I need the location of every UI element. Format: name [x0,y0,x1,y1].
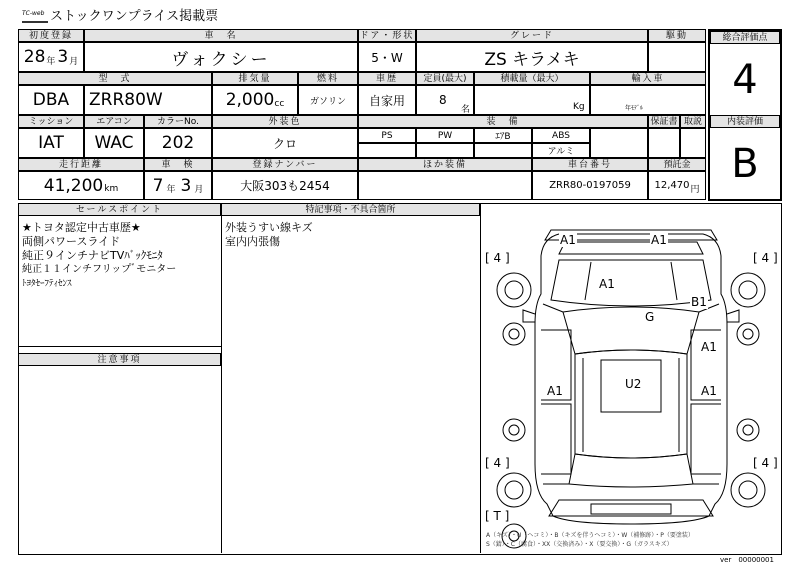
damage-code: A1 [701,384,717,398]
tire-mid-right [737,323,759,345]
grade-value: ZS キラメキ [416,42,648,72]
label-door: ドア・形状 [359,31,415,41]
label-notes: 特記事項・不具合箇所 [221,203,480,216]
capacity-value: 8 [439,93,447,107]
damage-code: A1 [560,233,576,247]
label-color-no: カラーNo. [144,115,212,128]
inspection-month: 3 [180,175,192,196]
sales-point-item: 純正１１インチフリップﾞモニター [22,264,177,275]
other-equip-value [358,171,532,200]
label-caution: 注意事項 [18,353,221,366]
note-item: 室内内張傷 [225,235,280,248]
tire-rear-left [497,473,531,507]
version-text: ver 00000001 [720,556,774,564]
label-manual: 取説 [680,115,706,128]
label-price: 預託金 [648,158,706,171]
label-car-history: 車歴 [358,72,416,85]
windshield [563,307,699,354]
interior-score-value: B [731,141,759,187]
inspection-cell [144,171,212,200]
tire-front-right [731,273,765,307]
plate-value: 大阪303も2454 [212,171,358,200]
logo [22,9,48,23]
label-type: 型 式 [18,72,212,85]
equip-item [416,143,474,158]
equip-item: PW [416,128,474,143]
first-reg-year-unit: 年 [46,56,56,67]
label-chassis: 車台番号 [532,158,648,171]
mission-value: IAT [18,128,84,158]
label-first-reg: 初度登録 [18,29,84,42]
sales-point-list [22,221,218,291]
door-left-rear [541,404,571,474]
tire-label-front-left: [ 4 ] [485,251,510,265]
model-value: ZRR80W [84,85,212,115]
label-other-equip: ほか装備 [358,158,532,171]
door-value: 5・W [358,42,416,72]
damage-code: B1 [691,295,707,309]
label-load: 積載量（最大） [474,72,590,85]
color-no-value: 202 [144,128,212,158]
caution-top-line [18,346,222,347]
document-title: ストックワンプライス掲載票 [50,9,219,24]
first-reg-year: 28 [23,47,46,67]
tire-label-front-right: [ 4 ] [753,251,778,265]
warranty-value [648,128,680,158]
label-ext-color: 外装色 [212,115,358,128]
door-right-rear [691,404,721,474]
damage-code: U2 [625,377,642,391]
fuel-value: ガソリン [298,85,358,115]
label-warranty: 保証書 [648,115,680,128]
first-reg-month-unit: 月 [69,56,79,67]
label-mission: ミッション [18,115,84,128]
equip-item: アルミ [532,143,590,158]
inspection-year: 7 [152,175,164,196]
load-cell [474,85,590,115]
mileage-value: 41,200 [43,175,104,196]
tire-label-rear-left: [ 4 ] [485,456,510,470]
price-value: 12,470 [654,180,690,191]
label-sales-point: セールスポイント [18,203,221,216]
note-item: 外装うすい線キズ [225,221,313,234]
load-unit: Kg [573,102,585,112]
price-unit: 円 [690,185,700,195]
inspection-month-unit: 月 [194,185,204,195]
first-reg-month: 3 [57,47,69,67]
damage-code: A1 [701,340,717,354]
label-displacement: 排気量 [212,72,298,85]
equip-item: ｴｱB [474,128,532,143]
label-capacity: 定員(最大) [416,72,474,85]
import-note: 年ﾓﾃﾞﾙ [625,105,644,112]
tire-rear-right [731,473,765,507]
mirror-left [523,310,535,322]
sales-point-item: ﾄﾖﾀｾｰﾌﾃｨｾﾝｽ [22,279,72,289]
hood [551,260,711,306]
equip-item: ABS [532,128,590,143]
label-inspection: 車 検 [144,158,212,171]
roof [575,350,687,458]
legend-line: S（錆）・C（腐食）・XX（交換済み）・X（要交換）・G（ガラスキズ） [486,541,673,548]
manual-value [680,128,706,158]
logo-text: TC-web [22,10,45,17]
sales-point-item: ★トヨタ認定中古車歴★ [22,221,141,234]
displacement-unit: cc [274,99,285,109]
label-import: 輸入車 [590,72,706,85]
tire-mid-rear-left [503,419,525,441]
label-interior-score: 内装評価 [710,115,780,128]
equip-item [358,143,416,158]
damage-code: A1 [547,384,563,398]
equip-item [474,143,532,158]
sales-point-item: 純正９インチナビTVﾊﾞｯｸﾓﾆﾀ [22,249,163,262]
equip-spacer [590,128,648,158]
displacement-cell [212,85,298,115]
tire-mid-rear-right [737,419,759,441]
label-mileage: 走行距離 [18,158,144,171]
mileage-cell [18,171,144,200]
label-fuel: 燃料 [298,72,358,85]
ext-color-value: クロ [212,128,358,158]
price-cell [648,171,706,200]
rear-plate-area [591,504,671,514]
total-score-value: 4 [732,56,758,103]
label-plate: 登録ナンバー [212,158,358,171]
sales-point-border [221,203,222,553]
label-equipment: 装 備 [358,115,648,128]
car-history-value: 自家用 [358,85,416,115]
tire-label-rear-right: [ 4 ] [753,456,778,470]
front-bumper [559,242,703,254]
label-total-score: 総合評価点 [710,31,780,44]
car-name-value: ヴォクシー [84,42,358,72]
capacity-cell [416,85,474,115]
sales-point-item: 両側パワースライド [22,235,121,248]
type-prefix-value: DBA [18,85,84,115]
import-cell [590,85,706,115]
capacity-unit: 名 [461,105,471,115]
damage-code: G [645,310,655,324]
displacement-value: 2,000 [225,90,275,110]
first-reg-cell [18,42,84,72]
label-car-name: 車 名 [84,29,358,42]
trunk-label: [ T ] [485,509,510,523]
tire-mid-left [503,323,525,345]
equip-item: PS [358,128,416,143]
damage-code: A1 [651,233,667,247]
legend-line: A（キズ）・U（ヘコミ）・B（キズを伴うヘコミ）・W（補修跡）・P（要塗装） [486,532,694,539]
mirror-right [727,310,739,322]
tire-front-left [497,273,531,307]
inspection-year-unit: 年 [166,185,176,195]
label-aircon: エアコン [84,115,144,128]
notes-list [225,221,475,249]
rear-glass [569,454,693,487]
label-drive: 駆動 [648,29,706,42]
chassis-value: ZRR80-0197059 [532,171,648,200]
mileage-unit: km [104,183,119,194]
damage-code: A1 [599,277,615,291]
drive-value [648,42,706,72]
aircon-value: WAC [84,128,144,158]
damage-legend [486,531,780,549]
label-grade: グレード [416,29,648,42]
